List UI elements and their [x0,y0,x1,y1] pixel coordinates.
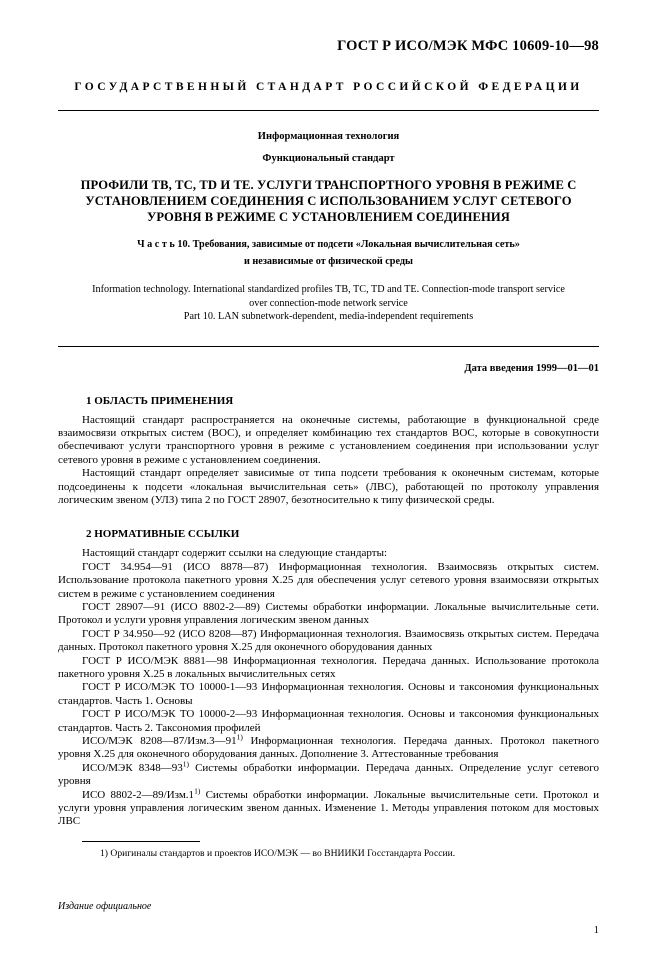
reference-item: ГОСТ Р ИСО/МЭК ТО 10000-1—93 Информационная технология. Основы и таксономия функциональных стандартов. Часть 1. Основы [58,681,599,707]
scope-paragraph-2: Настоящий стандарт определяет зависимые от типа подсети требования к оконечным системам, которые подсоединены к подсети «локальная вычислительная сеть» (ЛВС), работающей по протоколу управления логическим звеном (УЛЗ) типа 2 по ГОСТ 28907, безотносительно к типу физической среды. [58,467,599,506]
reference-item: ГОСТ 34.954—91 (ИСО 8878—87) Информационная технология. Взаимосвязь открытых систем. Использование протокола пакетного уровня Х.25 для обеспечения услуг сетевого уровня взаимосвязи открытых систем в режиме с установлением соединения [58,560,599,600]
document-part-line-2: и независимые от физической среды [244,256,413,267]
reference-item: ИСО/МЭК 8208—87/Изм.3—91$^{1)}$ Информационная технология. Передача данных. Протокол пакетного уровня Х.25 для оконечного оборудования данных. Дополнение 3. Аттестованные требования [58,732,600,761]
references-list [58,561,599,829]
document-title: ПРОФИЛИ ТВ, ТС, TD И ТЕ. УСЛУГИ ТРАНСПОРТНОГО УРОВНЯ В РЕЖИМЕ С УСТАНОВЛЕНИЕМ СОЕДИНЕНИЯ С ИСПОЛЬЗОВАНИЕМ УСЛУГ СЕТЕВОГО УРОВНЯ В РЕЖИМЕ С УСТАНОВЛЕНИЕМ СОЕДИНЕНИЯ [80,178,577,224]
document-part-line-1: Ч а с т ь 10. Требования, зависимые от подсети «Локальная вычислительная сеть» [137,239,520,250]
scope-paragraph-1: Настоящий стандарт распространяется на оконечные системы, работающие в функциональной среде взаимосвязи открытых систем (ВОС), и определяет комбинацию тех стандартов ВОС, которые в совокупности обеспечивают услуги транспортного уровня в режиме с установлением соединения при использовании услуг сетевого уровня в режиме с установлением соединения. [58,413,599,466]
references-intro: Настоящий стандарт содержит ссылки на следующие стандарты: [82,547,388,560]
reference-item: ГОСТ 28907—91 (ИСО 8802-2—89) Системы обработки информации. Локальные вычислительные сети. Протокол и услуги уровня управления логическим звеном данных [58,600,599,627]
page-number: 1 [593,925,599,936]
section-heading-scope: 1 ОБЛАСТЬ ПРИМЕНЕНИЯ [86,394,234,407]
document-number: ГОСТ Р ИСО/МЭК МФС 10609-10—98 [337,38,599,54]
divider-top [58,110,599,111]
english-title-line-1: Information technology. International standardized profiles TB, TC, TD and TE. Connection-mode transport service [92,284,565,295]
reference-item: ИСО/МЭК 8348—93$^{1)}$ Системы обработки информации. Передача данных. Определение услуг сетевого уровня [58,759,599,788]
title-standard-type-line: Функциональный стандарт [262,153,395,164]
reference-item: ГОСТ Р ИСО/МЭК ТО 10000-2—93 Информационная технология. Основы и таксономия функциональных стандартов. Часть 2. Таксономия профилей [58,708,599,734]
official-edition-note: Издание официальное [58,901,152,912]
reference-item: ГОСТ Р 34.950—92 (ИСО 8208—87) Информационная технология. Взаимосвязь открытых систем. Передача данных. Протокол пакетного уровня Х.25 для оконечного оборудования данных [58,627,599,654]
divider-middle [58,346,599,347]
state-standard-heading: ГОСУДАРСТВЕННЫЙ СТАНДАРТ РОССИЙСКОЙ ФЕДЕРАЦИИ [74,81,583,93]
footnote-text: 1) Оригиналы стандартов и проектов ИСО/МЭК — во ВНИИКИ Госстандарта России. [100,847,456,859]
title-subject-line: Информационная технология [257,131,400,142]
english-title-line-3: Part 10. LAN subnetwork-dependent, media-independent requirements [183,311,474,322]
reference-item: ИСО 8802-2—89/Изм.1$^{1)}$ Системы обработки информации. Локальные вычислительные сети. Протокол и услуги уровня управления логическим звеном данных. Изменение 1. Методы управления потоком для мостовых ЛВС [58,786,599,828]
introduction-date: Дата введения 1999—01—01 [464,362,599,374]
footnote-divider [82,841,200,842]
section-heading-references: 2 НОРМАТИВНЫЕ ССЫЛКИ [86,528,240,541]
document-page [0,38,661,974]
title-block [58,131,599,324]
reference-item: ГОСТ Р ИСО/МЭК 8881—98 Информационная технология. Передача данных. Использование протокола пакетного уровня Х.25 в локальных вычислительных сетях [58,654,599,680]
english-title-line-2: over connection-mode network service [249,297,408,309]
